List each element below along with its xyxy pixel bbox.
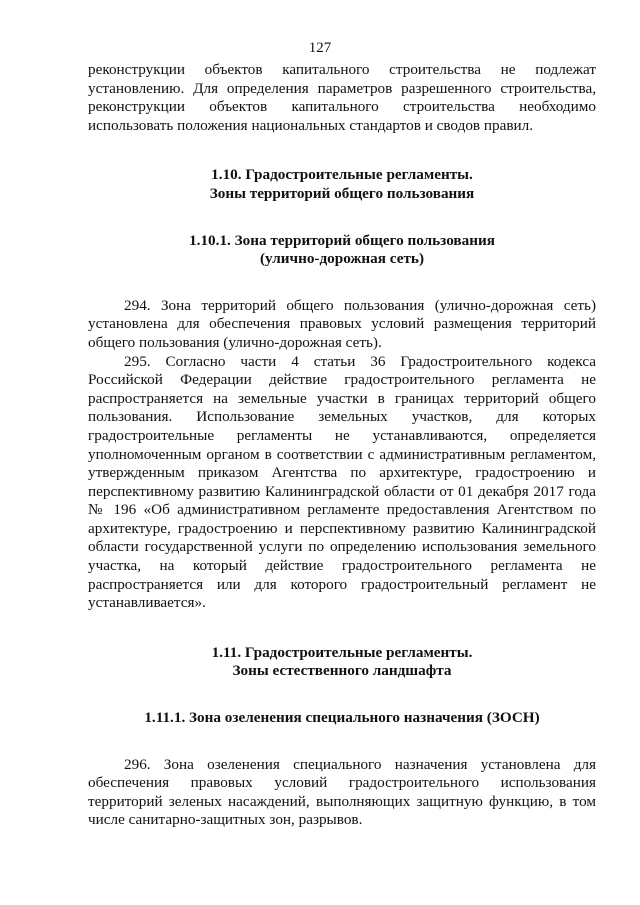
section-heading-line: 1.10. Градостроительные регламенты. (211, 166, 473, 184)
section-heading-line: Зоны естественного ландшафта (232, 662, 452, 680)
page-number: 127 (308, 40, 332, 56)
subsection-heading-1-10-1 (88, 232, 596, 269)
subsection-heading-line: (улично-дорожная сеть) (259, 250, 425, 268)
intro-paragraph: реконструкции объектов капитального строительства не подлежат установлению. Для определения параметров разрешенного строительства, реконструкции объектов капитального строительства необходимо использовать положения национальных стандартов и сводов правил. (88, 61, 596, 134)
page-content (88, 61, 596, 830)
paragraph-295: 295. Согласно части 4 статьи 36 Градостроительного кодекса Российской Федерации действие градостроительного регламента не распространяется на земельные участки в границах территорий общего пользования. Использование земельных участков, для которых градостроительные регламенты не устанавливаются, определяется уполномоченным органом в соответствии с административным регламентом, утвержденным приказом Агентства по архитектуре, градостроению и перспективному развитию Калининградской области от 01 декабря 2017 года № 196 «Об административном регламенте предоставления Агентством по архитектуре, градостроению и перспективному развитию Калининградской области государственной услуги по определению использования земельного участка, на который действие градостроительного регламента не распространяется или для которого градостроительный регламент не устанавливается». (88, 352, 596, 612)
section-heading-line: Зоны территорий общего пользования (209, 184, 475, 202)
subsection-heading-line: 1.11.1. Зона озеленения специального назначения (ЗОСН) (144, 709, 540, 727)
section-heading-1-11 (88, 644, 596, 681)
subsection-heading-1-11-1 (88, 709, 596, 728)
paragraph-296: 296. Зона озеленения специального назначения установлена для обеспечения правовых условий градостроительного использования территорий зеленых насаждений, выполняющих защитную функцию, в том числе санитарно-защитных зон, разрывов. (88, 755, 596, 829)
paragraph-294: 294. Зона территорий общего пользования (улично-дорожная сеть) установлена для обеспечения правовых условий размещения территорий общего пользования (улично-дорожная сеть). (88, 296, 596, 351)
section-heading-line: 1.11. Градостроительные регламенты. (211, 643, 473, 661)
section-heading-1-10 (88, 166, 596, 203)
subsection-heading-line: 1.10.1. Зона территорий общего пользования (189, 231, 495, 249)
